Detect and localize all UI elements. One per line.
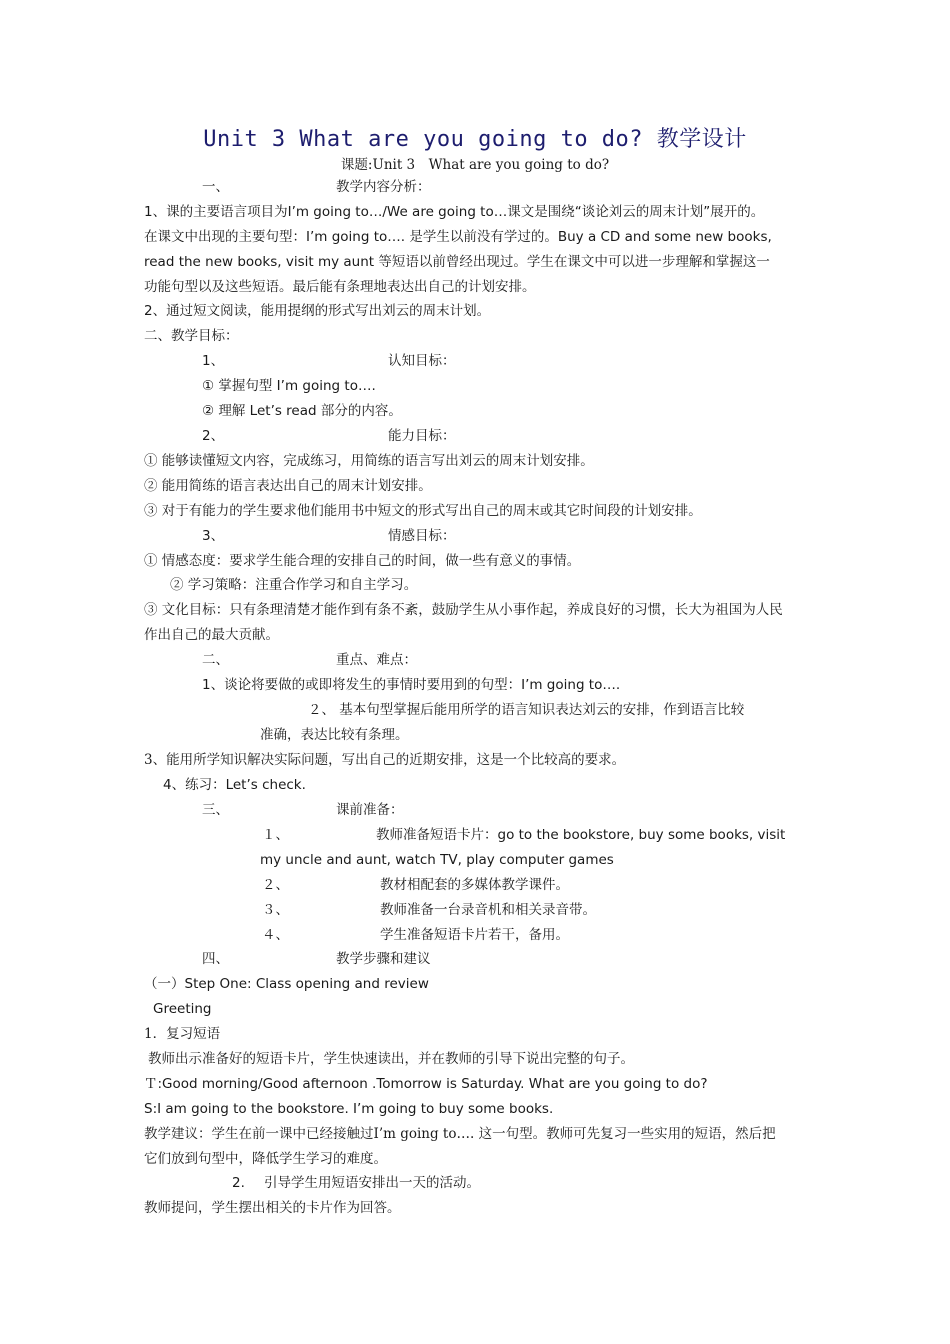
paragraph-line: 1、课的主要语言项目为I’m going to…/We are going to…课文是围绕“谈论刘云的周末计划”展开的。	[144, 204, 765, 220]
paragraph-line: 2、通过短文阅读，能用提纲的形式写出刘云的周末计划。	[144, 303, 491, 319]
subsection-number: 3、	[202, 528, 225, 544]
list-number: ４、	[262, 927, 289, 943]
document-title: Unit 3 What are you going to do? 教学设计	[203, 127, 747, 152]
step-heading: （一）Step One: Class opening and review	[144, 976, 429, 992]
subsection-heading: 认知目标：	[388, 353, 456, 369]
subsection-number: 1、	[202, 353, 225, 369]
section-number: 一、	[202, 179, 229, 195]
paragraph-line: 功能句型以及这些短语。最后能有条理地表达出自己的计划安排。	[144, 279, 536, 295]
list-item: 学生准备短语卡片若干，备用。	[380, 927, 569, 943]
list-item: ③ 对于有能力的学生要求他们能用书中短文的形式写出自己的周末或其它时间段的计划安排。	[144, 503, 702, 519]
list-item: 3、能用所学知识解决实际问题，写出自己的近期安排，这是一个比较高的要求。	[144, 752, 626, 768]
list-number: ３、	[262, 902, 289, 918]
section-heading: 教学内容分析：	[336, 179, 431, 195]
subsection-number: 2、	[202, 428, 225, 444]
subsection-heading: 能力目标：	[388, 428, 456, 444]
paragraph-line: my uncle and aunt, watch TV, play computer games	[260, 852, 614, 868]
list-item: ① 掌握句型 I’m going to….	[202, 378, 376, 394]
section-number: 二、	[202, 652, 229, 668]
section-heading: 重点、难点：	[336, 652, 417, 668]
list-item: 引导学生用短语安排出一天的活动。	[264, 1175, 480, 1191]
list-number: ２、	[262, 877, 289, 893]
paragraph-line: 教学建议：学生在前一课中已经接触过I’m going to…. 这一句型。教师可先复习一些实用的短语，然后把	[144, 1126, 776, 1142]
paragraph-line: 在课文中出现的主要句型：I’m going to…. 是学生以前没有学过的。Buy a CD and some new books,	[144, 229, 772, 245]
paragraph-line: 准确，表达比较有条理。	[260, 727, 409, 743]
list-item: ２、 基本句型掌握后能用所学的语言知识表达刘云的安排，作到语言比较	[308, 702, 745, 718]
list-item: ② 能用简练的语言表达出自己的周末计划安排。	[144, 478, 432, 494]
list-number: １、	[262, 827, 289, 843]
section-number: 四、	[202, 951, 229, 967]
paragraph-line: 作出自己的最大贡献。	[144, 627, 279, 643]
document-subtitle: 课题:Unit 3 What are you going to do?	[340, 157, 610, 173]
dialogue-line: Ｔ:Good morning/Good afternoon .Tomorrow is Saturday. What are you going to do?	[144, 1076, 708, 1092]
list-item: ② 理解 Let’s read 部分的内容。	[202, 403, 402, 419]
list-item: 教师准备一台录音机和相关录音带。	[380, 902, 596, 918]
paragraph-line: Greeting	[153, 1001, 212, 1017]
section-heading: 课前准备：	[336, 802, 404, 818]
list-item: 1．复习短语	[144, 1026, 221, 1042]
dialogue-line: S:I am going to the bookstore. I’m going to buy some books.	[144, 1101, 554, 1117]
paragraph-line: read the new books, visit my aunt 等短语以前曾经出现过。学生在课文中可以进一步理解和掌握这一	[144, 254, 770, 270]
list-item: 教材相配套的多媒体教学课件。	[380, 877, 569, 893]
paragraph-line: 它们放到句型中，降低学生学习的难度。	[144, 1151, 387, 1167]
paragraph-line: 教师出示准备好的短语卡片，学生快速读出，并在教师的引导下说出完整的句子。	[148, 1051, 634, 1067]
subsection-heading: 情感目标：	[388, 528, 456, 544]
list-item: ② 学习策略：注重合作学习和自主学习。	[170, 577, 418, 593]
list-item: 1、谈论将要做的或即将发生的事情时要用到的句型：I’m going to….	[202, 677, 621, 693]
paragraph-line: 教师提问，学生摆出相关的卡片作为回答。	[144, 1200, 401, 1216]
list-item: 教师准备短语卡片：go to the bookstore, buy some books, visit	[376, 827, 786, 843]
list-item: ① 情感态度：要求学生能合理的安排自己的时间，做一些有意义的事情。	[144, 553, 581, 569]
list-item: ① 能够读懂短文内容，完成练习，用简练的语言写出刘云的周末计划安排。	[144, 453, 594, 469]
list-item: ③ 文化目标：只有条理清楚才能作到有条不紊，鼓励学生从小事作起，养成良好的习惯，长大为祖国为人民	[144, 602, 783, 618]
section-number: 三、	[202, 802, 229, 818]
list-item: 4、练习：Let’s check.	[163, 777, 306, 793]
section-heading: 教学步骤和建议	[336, 951, 431, 967]
list-number: 2.	[232, 1175, 245, 1191]
section-heading: 二、教学目标：	[144, 328, 239, 344]
